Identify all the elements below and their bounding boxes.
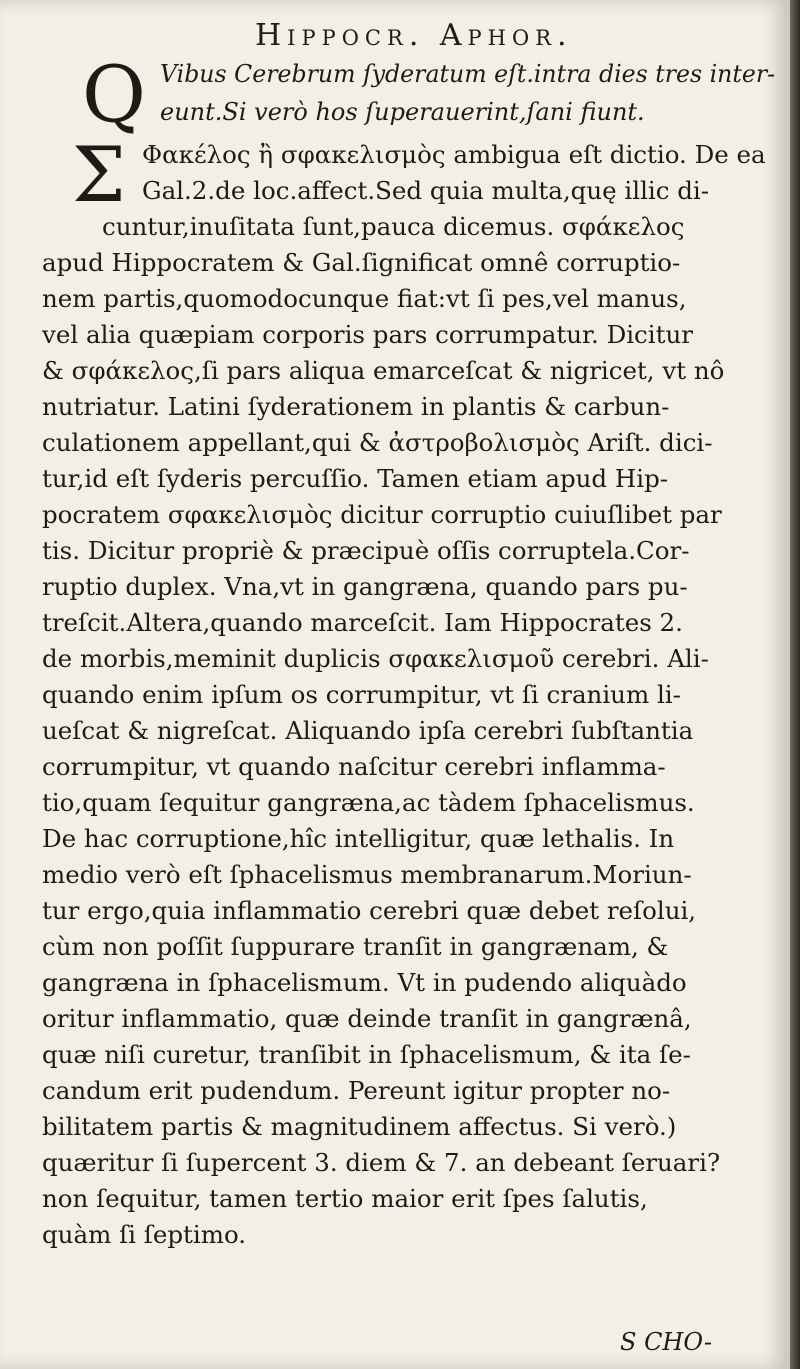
running-head: Hippocr. Aphor. xyxy=(255,18,573,53)
commentary-line: de morbis,meminit duplicis σφακελισμοῦ cerebri. Ali- xyxy=(42,644,709,673)
catchword: S CHO- xyxy=(620,1328,713,1356)
sigma-initial: Σ xyxy=(72,130,126,219)
commentary-line: vel alia quæpiam corporis pars corrumpatur. Dicitur xyxy=(42,320,693,349)
commentary-line: tis. Dicitur propriè & præcipuè oſſis corruptela.Cor- xyxy=(42,536,690,565)
commentary-line: oritur inflammatio, quæ deinde tranſit in gangrænâ, xyxy=(42,1004,692,1033)
commentary-line: medio verò eſt ſphacelismus membranarum.Moriun- xyxy=(42,860,692,889)
commentary-line: tio,quam ſequitur gangræna,ac tàdem ſphacelismus. xyxy=(42,788,695,817)
commentary-line: ruptio duplex. Vna,vt in gangræna, quando pars pu- xyxy=(42,572,688,601)
commentary-line: nem partis,quomodocunque fiat:vt ſi pes,vel manus, xyxy=(42,284,687,313)
commentary-line: ueſcat & nigreſcat. Aliquando ipſa cerebri ſubſtantia xyxy=(42,716,694,745)
commentary-line: tur,id eſt ſyderis percuſſio. Tamen etiam apud Hip- xyxy=(42,464,669,493)
commentary-line: culationem appellant,qui & ἀστροβολισμὸς Ariſt. dici- xyxy=(42,428,713,457)
commentary-line: bilitatem partis & magnitudinem affectus. Si verò.) xyxy=(42,1112,677,1141)
commentary-line: corrumpitur, vt quando naſcitur cerebri inflamma- xyxy=(42,752,666,781)
commentary-line: quæ niſi curetur, tranſibit in ſphacelismum, & ita ſe- xyxy=(42,1040,691,1069)
binding-gutter xyxy=(790,0,800,1369)
commentary-line: tur ergo,quia inflammatio cerebri quæ debet reſolui, xyxy=(42,896,697,925)
commentary-line: Φακέλος ἢ σφακελισμὸς ambigua eſt dictio. De ea xyxy=(142,140,766,169)
commentary-line: apud Hippocratem & Gal.ſignificat omnê corruptio- xyxy=(42,248,681,277)
commentary-line: candum erit pudendum. Pereunt igitur propter no- xyxy=(42,1076,671,1105)
commentary-line: gangræna in ſphacelismum. Vt in pudendo aliquàdo xyxy=(42,968,687,997)
commentary-line: quando enim ipſum os corrumpitur, vt ſi cranium li- xyxy=(42,680,681,709)
aphorism-line: eunt.Si verò hos ſuperauerint,ſani fiunt. xyxy=(160,98,645,126)
commentary-line: & σφάκελος,ſi pars aliqua emarceſcat & nigricet, vt nô xyxy=(42,356,725,385)
drop-cap-initial: Q xyxy=(82,50,146,140)
commentary-line: quàm ſi ſeptimo. xyxy=(42,1220,247,1249)
commentary-line: treſcit.Altera,quando marceſcit. Iam Hippocrates 2. xyxy=(42,608,683,637)
commentary-line: De hac corruptione,hîc intelligitur, quæ lethalis. In xyxy=(42,824,675,853)
commentary-line: pocratem σφακελισμὸς dicitur corruptio cuiuſlibet par xyxy=(42,500,722,529)
commentary-line: quæritur ſi ſupercent 3. diem & 7. an debeant ſeruari? xyxy=(42,1148,721,1177)
commentary-line: Gal.2.de loc.affect.Sed quia multa,quę illic di- xyxy=(142,176,710,205)
commentary-line: cuntur,inuſitata ſunt,pauca dicemus. σφάκελος xyxy=(102,212,685,241)
commentary-line: non ſequitur, tamen tertio maior erit ſpes ſalutis, xyxy=(42,1184,648,1213)
aphorism-line: Vibus Cerebrum ſyderatum eſt.intra dies tres inter- xyxy=(160,60,776,88)
commentary-line: cùm non poſſit ſuppurare tranſit in gangrænam, & xyxy=(42,932,669,961)
commentary-line: nutriatur. Latini ſyderationem in plantis & carbun- xyxy=(42,392,670,421)
